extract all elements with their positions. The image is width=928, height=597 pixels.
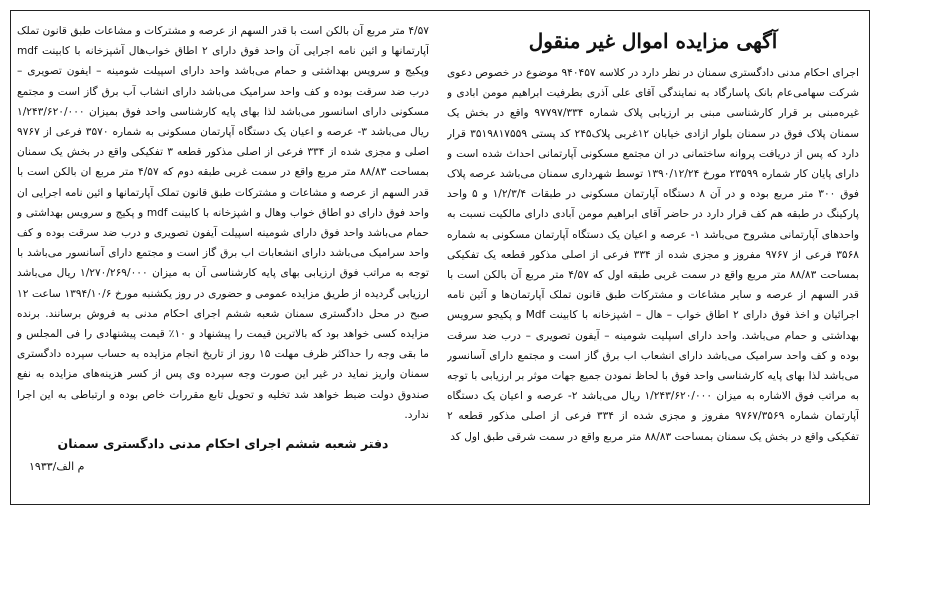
notice-body-part-1: اجرای احکام مدنی دادگستری سمنان در نظر دارد در کلاسه ۹۴۰۴۵۷ موضوع در خصوص دعوی شرکت سهامی‌عام بانک پاسارگاد به نمایندگی آقای علی آذری بطرفیت ابراهیم مومن ابادی و غیره‌مبنی بر قرار کارشناسی مبنی بر ارزیابی پلاک شماره ۹۷۷۹۷/۳۳۴ واقع در بخش یک سمنان پلاک فوق در سمنان بلوار ازادی خیابان ۱۲غربی پلاک۲۴۵ کد پستی ۳۵۱۹۸۱۷۵۵۹ قرار دارد که پس از دریافت پروانه ساختمانی در ان مجتمع مسکونی آپارتمانی احداث شده است و دارای پایان کار شماره ۲۳۵۹۹ مورخ ۱۳۹۰/۱۲/۲۴ توسط شهرداری سمنان می‌باشد عرصه پلاک فوق ۳۰۰ متر مربع بوده و در آن ۸ دستگاه آپارتمان مسکونی در طبقات ۱/۲/۳/۴ و ۵ واحد پارکینگ در طبقه هم کف قرار دارد در حاضر آقای ابراهیم مومن آبادی دارای مالکیت نسبت به واحدهای آپارتمانی مشروح می‌باشد ۱- عرصه و اعیان یک دستگاه آپارتمان مسکونی به شماره ۳۵۶۸ فرعی از ۹۷۶۷ مفروز و مجزی شده از ۳۳۴ فرعی از اصلی مذکور قطعه یک تفکیکی بمساحت ۸۸/۸۳ متر مربع واقع در سمت غربی طبقه اول که ۴/۵۷ متر مربع آن بالکن است با قدر السهم از عرصه و سایر مشاعات و مشترکات طبق قانون تملک آپارتمان‌ها و آئین نامه اجرائیان و اخذ فوق دارای ۲ اطاق خواب – هال – اشپزخانه با کابینت Mdf و پکیجو سرویس بهداشتی و حمام می‌باشد. واحد دارای اسپلیت شومینه – آیفون تصویری – درب ضد سرقت بوده و کف واحد سرامیک می‌باشد دارای انشعاب اب برق گاز است و مجتمع دارای آسانسور می‌باشد لذا بهای پایه کارشناسی واحد فوق با لحاظ نمودن جمیع جهات موثر بر ارزیابی با توجه به مراتب فوق الاشاره به میزان ۱/۲۴۳/۶۲۰/۰۰۰ ریال می‌باشد ۲- عرصه و اعیان یک دستگاه آپارتمان شماره ۹۷۶۷/۳۵۶۹ مفروز و مجزی شده از ۳۳۴ فرعی از اصلی مذکور قطعه ۲ تفکیکی واقع در بخش یک سمنان بمساحت ۸۸/۸۳ متر مربع واقع در سمت شرقی طبق اول کد: [447, 67, 859, 443]
notice-column-left: [17, 21, 429, 499]
reference-number: م الف/۱۹۳۳: [29, 460, 85, 474]
auction-notice: [10, 10, 870, 505]
notice-title: آگهی مزایده اموال غیر منقول: [528, 29, 778, 53]
notice-body-part-2: ۴/۵۷ متر مربع آن بالکن است با قدر السهم از عرصه و مشترکات و مشاعات طبق قانون تملک آپارتمانها و ائین نامه اجرایی آن واحد فوق دارای ۲ اطاق خواب‌هال آشپزخانه با کابینت mdf وپکیج و سرویس بهداشتی و حمام می‌باشد واحد دارای اسپیلت شومینه – ایفون تصویری – درب ضد سرقت بوده و کف واحد سرامیک می‌باشد دارای انشاب آب برق گاز است و مجتمع مسکونی دارای اسانسور می‌باشد لذا بهای پایه کارشناسی واحد فوق بمیزان ۱/۲۴۳/۶۲۰/۰۰۰ ریال می‌باشد ۳- عرصه و اعیان یک دستگاه آپارتمان مسکونی به شماره ۳۵۷۰ فرعی از ۹۷۶۷ اصلی و مجزی شده از ۳۳۴ فرعی از اصلی مذکور قطعه ۳ تفکیکی واقع در بخش یک سمنان بمساحت ۸۸/۸۳ متر مربع واقع در سمت غربی طبقه دوم که ۴/۵۷ متر مربع ان بالکن است با قدر السهم از عرصه و مشاعات و مشترکات طبق قانون تملک آپارتمانها و ائین نامه اجرایی ان واحد فوق دارای دو اطاق خواب وهال و اشپزخانه با کابینت mdf و پکیج و سرویس بهداشتی و حمام می‌باشد واحد فوق دارای شومینه اسپیلت آیفون تصویری و درب ضد سرقت بوده و کف واحد سرامیک می‌باشد دارای انشعابات اب برق گاز است و مجتمع دارای آسانسور می‌باشد با توجه به مراتب فوق ارزیابی بهای پایه کارشناسی آن به میزان ۱/۲۷۰/۲۶۹/۰۰۰ ریال می‌باشد ارزیابی گردیده از طریق مزایده عمومی و حضوری در روز یکشنبه مورخ ۱۳۹۴/۱۰/۶ ساعت ۱۲ صبح در محل دادگستری سمنان شعبه ششم اجرای احکام مدنی به فروش برسانند. برنده مزایده کسی خواهد بود که بالاترین قیمت را پیشنهاد و ۱۰٪ قیمت پیشنهادی را فی المجلس و ما بقی وجه را حداکثر ظرف مهلت ۱۵ روز از تاریخ انجام مزایده به حساب سپرده دادگستری سمنان واریز نماید در غیر این صورت وجه سپرده وی پس از کسر هزینه‌های مزایده به نفع صندوق دولت ضبط خواهد شد تخلیه و تحویل تابع مقررات خاص بوده و ارتباطی به این اجرا ندارد.: [17, 25, 429, 421]
issuing-office: دفتر شعبه ششم اجرای احکام مدنی دادگستری سمنان: [57, 436, 389, 452]
notice-column-right: [447, 21, 859, 499]
